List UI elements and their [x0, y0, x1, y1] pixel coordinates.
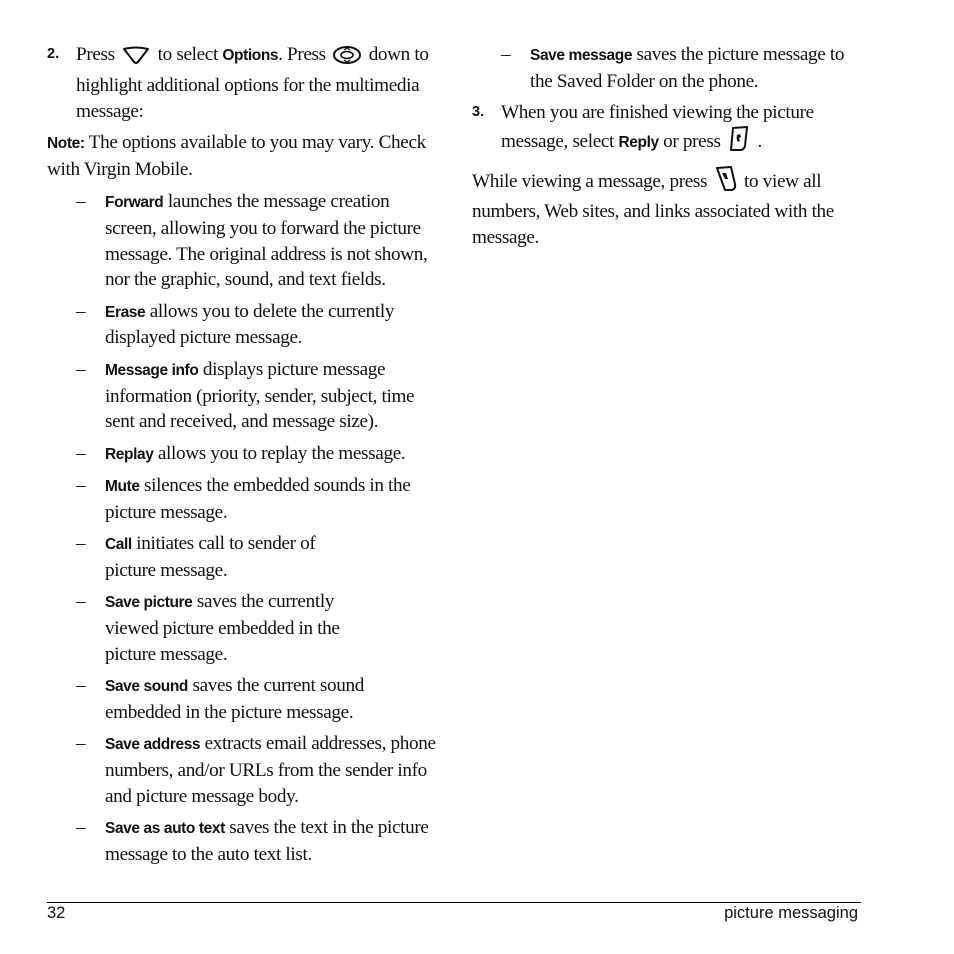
option-description: saves the currently viewed picture embedded in the picture message. — [105, 591, 340, 665]
step-text-part: When you are finished viewing the picture message, select — [501, 102, 814, 152]
page-number: 32 — [47, 904, 66, 922]
step-text-part: to select — [157, 44, 218, 65]
list-item-text — [105, 673, 390, 726]
option-description: silences the embedded sounds in the picture message. — [105, 474, 411, 523]
list-item — [47, 589, 437, 667]
footer-rule — [47, 902, 861, 903]
option-keyword: Forward — [105, 193, 164, 211]
left-column — [47, 42, 437, 873]
list-item-text — [105, 531, 345, 584]
dash-marker: – — [76, 733, 86, 755]
reply-keyword: Reply — [618, 133, 659, 151]
option-description: saves the current sound embedded in the picture message. — [105, 675, 364, 723]
option-keyword: Save address — [105, 736, 201, 754]
list-item-text — [105, 473, 437, 526]
list-item — [47, 189, 437, 293]
step-text-part: . — [757, 130, 762, 152]
note — [47, 130, 437, 183]
option-keyword: Save sound — [105, 678, 188, 696]
dash-marker: – — [76, 533, 86, 555]
list-item — [47, 441, 437, 468]
talk-key-icon — [727, 126, 751, 160]
option-description: displays picture message information (priority, sender, subject, time sent and received, and message size). — [105, 358, 415, 433]
option-keyword: Replay — [105, 445, 154, 463]
option-description: launches the message creation screen, allowing you to forward the picture message. The original address is not shown, nor the graphic, sound, and text fields. — [105, 190, 428, 291]
list-item-text — [105, 589, 360, 667]
note-label: Note: — [47, 135, 85, 153]
step-text-part: . Press — [278, 44, 326, 65]
list-item — [47, 673, 437, 726]
dash-marker: – — [76, 675, 86, 697]
right-softkey-icon — [714, 166, 738, 200]
list-item-text — [105, 731, 437, 809]
option-keyword: Call — [105, 536, 132, 554]
option-description: allows you to delete the currently displayed picture message. — [105, 300, 395, 349]
option-keyword: Save as auto text — [105, 820, 225, 838]
option-description: extracts email addresses, phone numbers, and/or URLs from the sender info and picture message body. — [105, 733, 436, 807]
dash-marker: – — [76, 190, 86, 212]
step-text-part: or press — [663, 130, 721, 152]
step-3 — [472, 100, 852, 160]
paragraph-text-part: to view all numbers, Web sites, and links associated with the message. — [472, 170, 834, 249]
list-item-text — [105, 299, 437, 352]
option-keyword: Save message — [530, 47, 633, 64]
list-item — [47, 473, 437, 526]
step-text-part: down to highlight additional options for the multimedia message: — [76, 44, 429, 122]
right-column — [472, 42, 852, 257]
list-item-text — [105, 189, 437, 293]
note-text: The options available to you may vary. Check with Virgin Mobile. — [47, 132, 426, 181]
options-keyword: Options — [222, 47, 279, 64]
dash-marker: – — [76, 442, 86, 464]
option-description: initiates call to sender of picture message. — [105, 533, 316, 581]
step-text — [501, 100, 852, 160]
dash-marker: – — [76, 474, 86, 496]
step-number: 2. — [47, 46, 60, 62]
step-2 — [47, 42, 437, 124]
option-description: saves the text in the picture message to the auto text list. — [105, 817, 429, 865]
list-item — [47, 731, 437, 809]
list-item-text — [105, 357, 437, 435]
option-keyword: Erase — [105, 303, 146, 321]
paragraph-text-part: While viewing a message, press — [472, 170, 708, 192]
step-text — [76, 42, 437, 124]
dash-marker: – — [76, 358, 86, 380]
list-item — [47, 531, 437, 584]
option-keyword: Message info — [105, 361, 199, 379]
dash-marker: – — [76, 591, 86, 613]
list-item — [47, 299, 437, 352]
viewing-paragraph — [472, 166, 852, 251]
list-item — [472, 42, 852, 95]
section-title: picture messaging — [724, 904, 858, 922]
list-item-text — [530, 42, 852, 95]
left-softkey-icon — [121, 45, 151, 73]
list-item — [47, 357, 437, 435]
dash-marker: – — [76, 300, 86, 322]
dash-marker: – — [501, 44, 511, 65]
list-item — [47, 815, 437, 868]
option-keyword: Mute — [105, 477, 140, 495]
step-text-part: Press — [76, 44, 115, 65]
dash-marker: – — [76, 817, 86, 839]
option-description: allows you to replay the message. — [157, 442, 406, 464]
list-item-text — [105, 815, 437, 868]
option-description: saves the picture message to the Saved Folder on the phone. — [530, 44, 845, 92]
list-item-text — [105, 441, 437, 468]
option-keyword: Save picture — [105, 594, 193, 612]
navigation-key-icon — [332, 45, 362, 73]
step-number: 3. — [472, 104, 485, 121]
